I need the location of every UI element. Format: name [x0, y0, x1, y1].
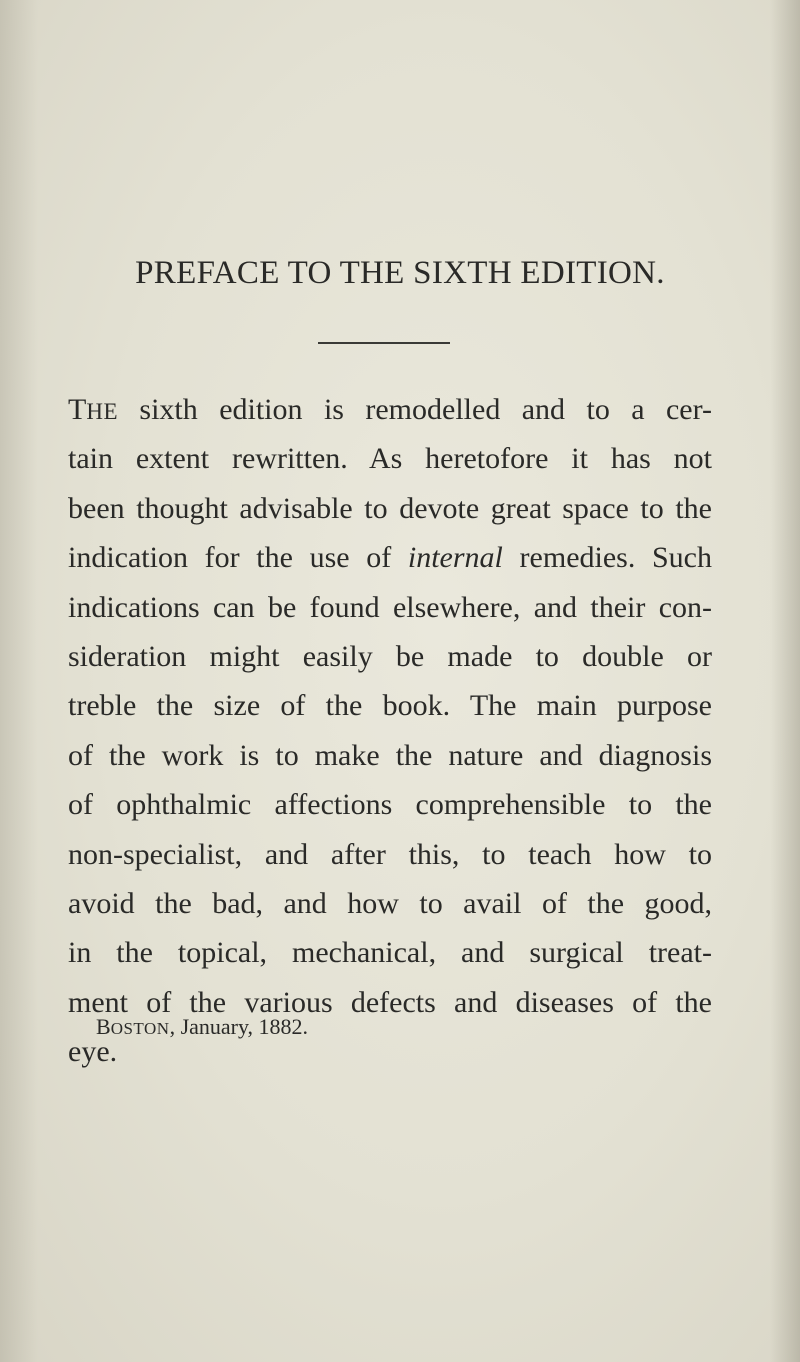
paragraph-line-6: sideration might easily be made to double or: [68, 639, 712, 673]
lead-capital: T: [68, 393, 87, 426]
line-1-text: sixth edition is remodelled and to a cer-: [118, 393, 712, 426]
paragraph-line-4: [68, 533, 712, 582]
page-title: PREFACE TO THE SIXTH EDITION.: [135, 255, 665, 291]
place-small-caps: OSTON: [110, 1019, 170, 1038]
paragraph-line-14: eye.: [68, 1035, 118, 1069]
paragraph-line-12: in the topical, mechanical, and surgical treat-: [68, 936, 712, 970]
paragraph-line-9: of ophthalmic affections comprehensible to the: [68, 788, 712, 822]
page-edge-shadow-left: [0, 0, 38, 1362]
paragraph-line-7: treble the size of the book. The main purpose: [68, 689, 712, 723]
line-4-before: indication for the use of: [68, 541, 408, 575]
date-text: , January, 1882.: [169, 1014, 309, 1039]
paragraph-line-1: [68, 385, 712, 434]
preface-paragraph: [68, 385, 712, 1076]
paragraph-line-2: tain extent rewritten. As heretofore it has not: [68, 442, 712, 476]
page-edge-shadow-right: [770, 0, 800, 1362]
paragraph-line-13: ment of the various defects and diseases of the: [68, 985, 712, 1019]
emphasis-internal: internal: [407, 541, 503, 575]
paragraph-line-11: avoid the bad, and how to avail of the good,: [68, 886, 712, 920]
paragraph-line-8: of the work is to make the nature and diagnosis: [68, 738, 712, 772]
place-capital: B: [96, 1014, 111, 1039]
title-divider: [318, 342, 450, 344]
line-4-after: remedies. Such: [502, 541, 712, 575]
place-and-date: [96, 1014, 308, 1040]
lead-small-caps: HE: [86, 399, 118, 424]
paragraph-line-5: indications can be found elsewhere, and their con-: [68, 590, 712, 624]
paragraph-line-10: non-specialist, and after this, to teach how to: [68, 837, 712, 871]
paragraph-line-3: been thought advisable to devote great space to the: [68, 491, 712, 525]
